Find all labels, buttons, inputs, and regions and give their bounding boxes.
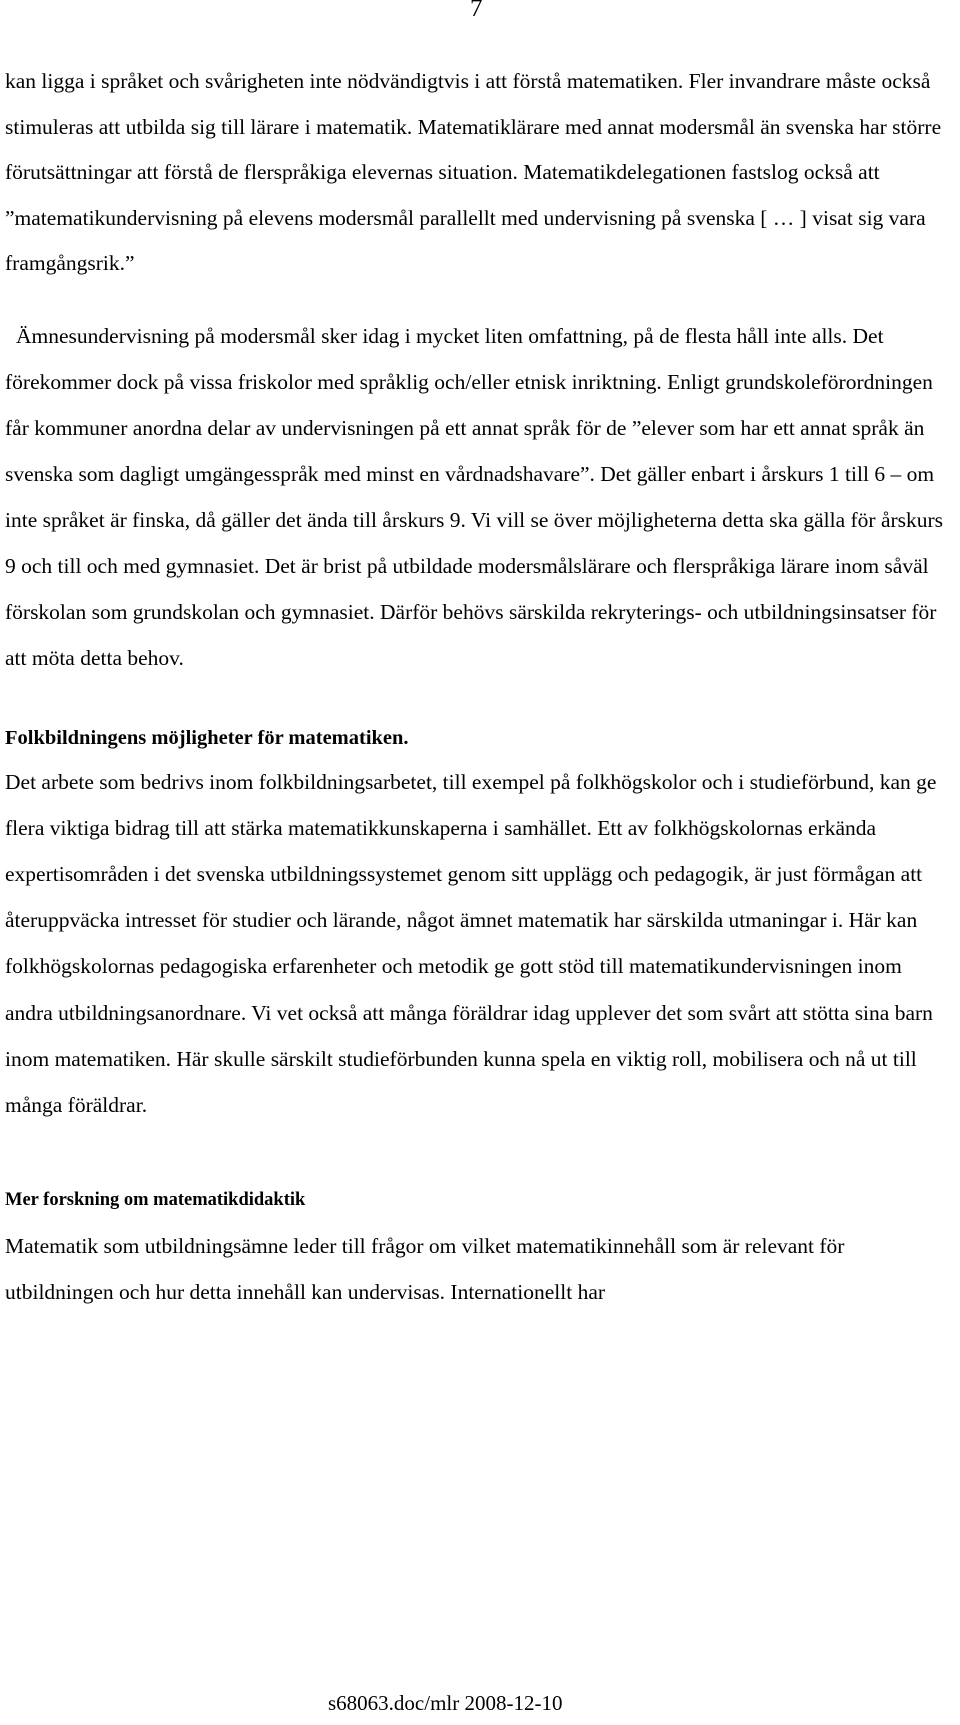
paragraph-folkbildning: Det arbete som bedrivs inom folkbildningsarbetet, till exempel på folkhögskolor och i studieförbund, kan ge flera viktiga bidrag till att stärka matematikkunskaperna i samhället. Ett av folkhögskolornas erkända expertisområden i det svenska utbildningssystemet genom sitt upplägg och pedagogik, är just förmågan att återuppväcka intresset för studier och lärande, något ämnet matematik har särskilda utmaningar i. Här kan folkhögskolornas pedagogiska erfarenheter och metodik ge gott stöd till matematikundervisningen inom andra utbildningsanordnare. Vi vet också att många föräldrar idag upplever det som svårt att stötta sina barn inom matematiken. Här skulle särskilt studieförbunden kunna spela en viktig roll, mobilisera och nå ut till många föräldrar. [5, 769, 937, 1117]
page-number: 7 [470, 0, 483, 22]
heading-forskning: Mer forskning om matematikdidaktik [5, 1190, 306, 1211]
heading-folkbildning: Folkbildningens möjligheter för matematiken. [5, 726, 409, 749]
page-footer: s68063.doc/mlr 2008-12-10 [328, 1691, 563, 1715]
paragraph-modersmal: Ämnesundervisning på modersmål sker idag i mycket liten omfattning, på de flesta håll inte alls. Det förekommer dock på vissa friskolor med språklig och/eller etnisk inriktning. Enligt grundskoleförordningen får kommuner anordna delar av undervisningen på ett annat språk för de ”elever som har ett annat språk än svenska som dagligt umgängesspråk med minst en vårdnadshavare”. Det gäller enbart i årskurs 1 till 6 – om inte språket är finska, då gäller det ända till årskurs 9. Vi vill se över möjligheterna detta ska gälla för årskurs 9 och till och med gymnasiet. Det är brist på utbildade modersmålslärare och flerspråkiga lärare inom såväl förskolan som grundskolan och gymnasiet. Därför behövs särskilda rekryterings- och utbildningsinsatser för att möta detta behov. [5, 323, 944, 670]
document-body [5, 59, 950, 1315]
paragraph-intro: kan ligga i språket och svårigheten inte nödvändigtvis i att förstå matematiken. Fler invandrare måste också stimuleras att utbilda sig till lärare i matematik. Matematiklärare med annat modersmål än svenska har större förutsättningar att förstå de flerspråkiga elevernas situation. Matematikdelegationen fastslog också att ”matematikundervisning på elevens modersmål parallellt med undervisning på svenska [ … ] visat sig vara framgångsrik.” [5, 69, 942, 275]
paragraph-forskning: Matematik som utbildningsämne leder till frågor om vilket matematikinnehåll som är relevant för utbildningen och hur detta innehåll kan undervisas. Internationellt har [5, 1234, 845, 1305]
